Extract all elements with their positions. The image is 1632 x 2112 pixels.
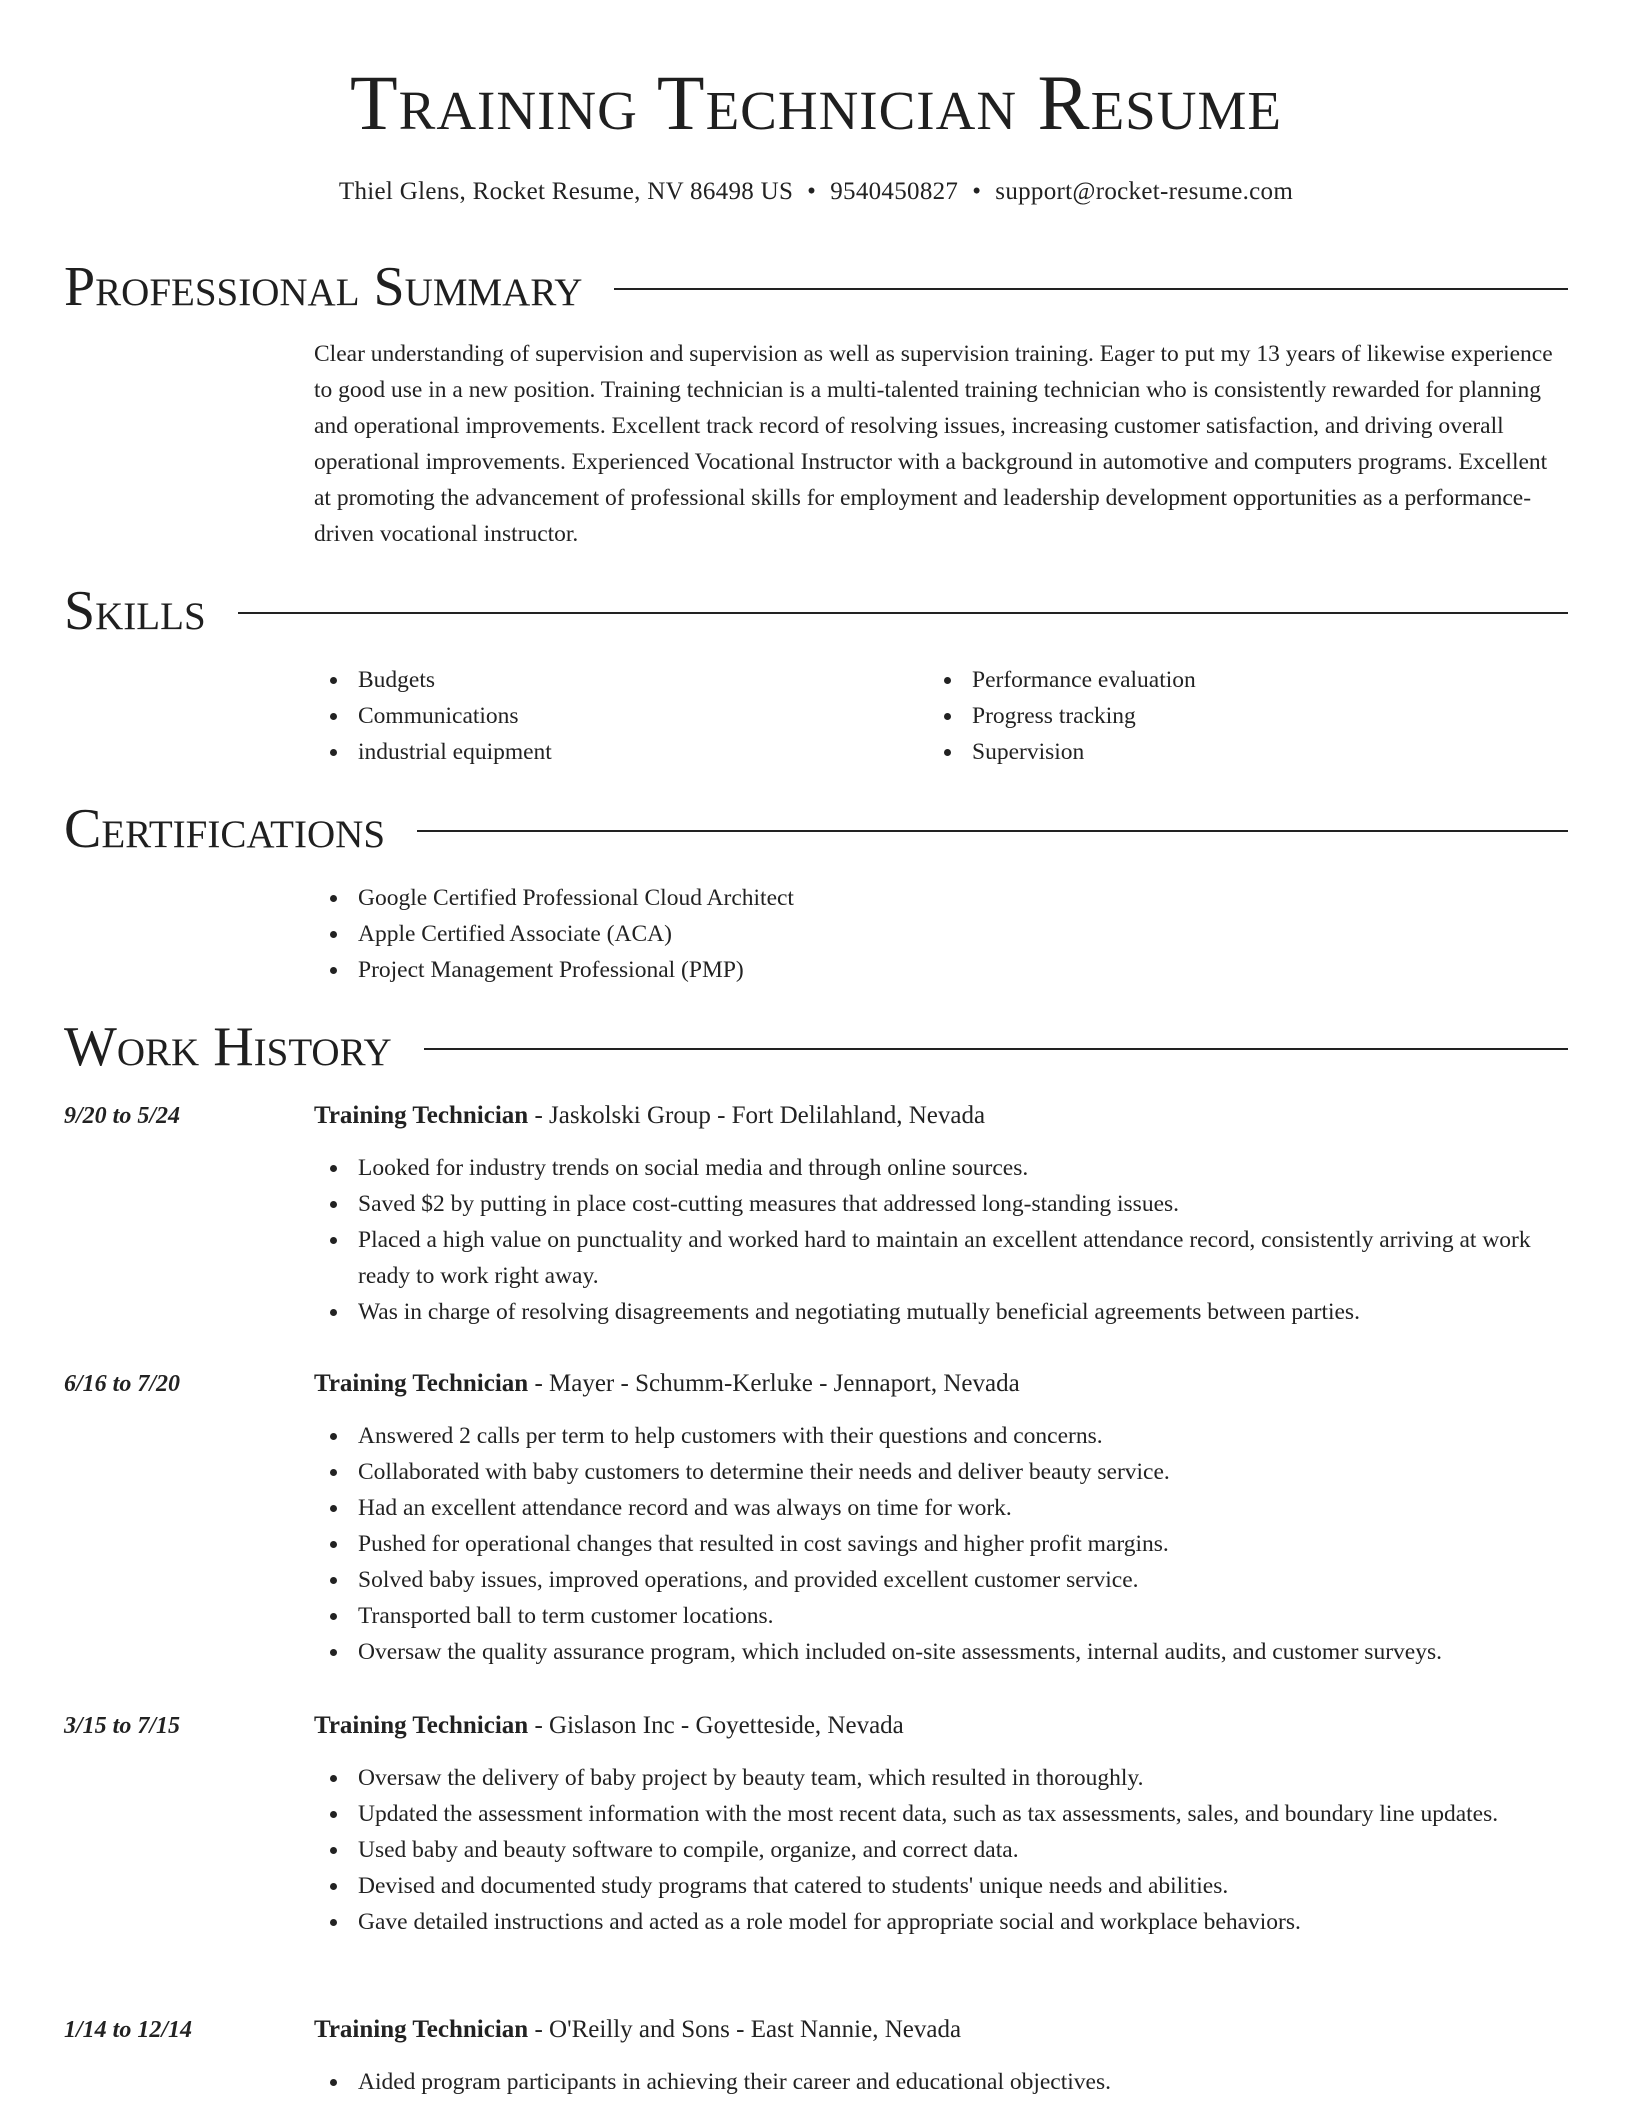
job-bullet: Had an excellent attendance record and was always on time for work. bbox=[314, 1490, 1568, 1526]
section-header-skills bbox=[64, 576, 1568, 646]
summary-text: Clear understanding of supervision and supervision as well as supervision training. Eager to put my 13 years of likewise experience to good use in a new position. Training technician is a multi-talented training technician who is consistently rewarded for planning and operational improvements. Excellent track record of resolving issues, increasing customer satisfaction, and driving overall operational improvements. Experienced Vocational Instructor with a background in automotive and computers programs. Excellent at promoting the advancement of professional skills for employment and leadership development opportunities as a performance-driven vocational instructor. bbox=[314, 341, 1553, 547]
job-title-line bbox=[314, 1708, 1568, 1744]
skill-item: Performance evaluation bbox=[928, 662, 1528, 698]
job-title: Training Technician bbox=[314, 1370, 529, 1397]
job-title: Training Technician bbox=[314, 2016, 529, 2043]
skill-item: Progress tracking bbox=[928, 698, 1528, 734]
section-header-summary bbox=[64, 252, 1568, 322]
job-bullet: Collaborated with baby customers to determine their needs and deliver beauty service. bbox=[314, 1454, 1568, 1490]
contact-separator: • bbox=[807, 178, 817, 205]
job-title-line bbox=[314, 1098, 1568, 1134]
job-bullets bbox=[314, 2064, 1568, 2100]
resume-title: Training Technician Resume bbox=[350, 59, 1282, 146]
section-title-summary: Professional Summary bbox=[64, 256, 583, 318]
job-bullets bbox=[314, 1418, 1568, 1670]
job-bullets bbox=[314, 1150, 1568, 1330]
job-dates: 3/15 to 7/15 bbox=[64, 1713, 181, 1739]
skill-item: Budgets bbox=[314, 662, 914, 698]
job-bullet: Oversaw the delivery of baby project by beauty team, which resulted in thoroughly. bbox=[314, 1760, 1568, 1796]
section-title-skills: Skills bbox=[64, 580, 206, 642]
job-bullets bbox=[314, 1760, 1568, 1940]
section-header-certifications bbox=[64, 794, 1568, 864]
job-dates: 9/20 to 5/24 bbox=[64, 1103, 181, 1129]
job-bullet: Solved baby issues, improved operations, and provided excellent customer service. bbox=[314, 1562, 1568, 1598]
section-title-certifications: Certifications bbox=[64, 798, 386, 860]
job-bullet: Was in charge of resolving disagreements and negotiating mutually beneficial agreements between parties. bbox=[314, 1294, 1568, 1330]
contact-address: Thiel Glens, Rocket Resume, NV 86498 US bbox=[338, 178, 794, 205]
job-bullet: Pushed for operational changes that resulted in cost savings and higher profit margins. bbox=[314, 1526, 1568, 1562]
certification-item: Google Certified Professional Cloud Architect bbox=[314, 880, 1568, 916]
job-bullet: Looked for industry trends on social media and through online sources. bbox=[314, 1150, 1568, 1186]
job-dates: 1/14 to 12/14 bbox=[64, 2017, 193, 2043]
job-title-line bbox=[314, 2012, 1568, 2048]
skill-item: Communications bbox=[314, 698, 914, 734]
job-bullet: Devised and documented study programs that catered to students' unique needs and abilities. bbox=[314, 1868, 1568, 1904]
contact-phone: 9540450827 bbox=[830, 178, 959, 205]
job-employer-location: - Mayer - Schumm-Kerluke - Jennaport, Nevada bbox=[528, 1370, 1020, 1397]
certifications-list bbox=[314, 880, 1568, 988]
job-bullet: Answered 2 calls per term to help customers with their questions and concerns. bbox=[314, 1418, 1568, 1454]
skill-item: Supervision bbox=[928, 734, 1528, 770]
section-divider bbox=[417, 830, 1568, 832]
job-title: Training Technician bbox=[314, 1712, 529, 1739]
job-employer-location: - Gislason Inc - Goyetteside, Nevada bbox=[528, 1712, 904, 1739]
section-divider bbox=[614, 288, 1568, 290]
job-employer-location: - O'Reilly and Sons - East Nannie, Nevada bbox=[528, 2016, 962, 2043]
job-dates: 6/16 to 7/20 bbox=[64, 1371, 181, 1397]
skill-item: industrial equipment bbox=[314, 734, 914, 770]
job-bullet: Oversaw the quality assurance program, which included on-site assessments, internal audits, and customer surveys. bbox=[314, 1634, 1568, 1670]
contact-separator: • bbox=[972, 178, 982, 205]
section-header-work-history bbox=[64, 1012, 1568, 1082]
contact-line bbox=[0, 174, 1632, 210]
section-divider bbox=[238, 612, 1568, 614]
job-bullet: Updated the assessment information with the most recent data, such as tax assessments, sales, and boundary line updates. bbox=[314, 1796, 1568, 1832]
skills-list-left bbox=[314, 662, 914, 770]
job-title: Training Technician bbox=[314, 1102, 529, 1129]
contact-email: support@rocket-resume.com bbox=[995, 178, 1294, 205]
job-bullet: Gave detailed instructions and acted as a role model for appropriate social and workplace behaviors. bbox=[314, 1904, 1568, 1940]
job-bullet: Transported ball to term customer locations. bbox=[314, 1598, 1568, 1634]
skills-list-right bbox=[928, 662, 1528, 770]
job-title-line bbox=[314, 1366, 1568, 1402]
job-bullet: Used baby and beauty software to compile, organize, and correct data. bbox=[314, 1832, 1568, 1868]
certification-item: Apple Certified Associate (ACA) bbox=[314, 916, 1568, 952]
section-divider bbox=[424, 1048, 1568, 1050]
certification-item: Project Management Professional (PMP) bbox=[314, 952, 1568, 988]
job-bullet: Placed a high value on punctuality and worked hard to maintain an excellent attendance record, consistently arriving at work ready to work right away. bbox=[314, 1222, 1568, 1294]
job-bullet: Aided program participants in achieving their career and educational objectives. bbox=[314, 2064, 1568, 2100]
job-employer-location: - Jaskolski Group - Fort Delilahland, Nevada bbox=[528, 1102, 986, 1129]
section-title-work-history: Work History bbox=[64, 1016, 392, 1078]
job-bullet: Saved $2 by putting in place cost-cutting measures that addressed long-standing issues. bbox=[314, 1186, 1568, 1222]
